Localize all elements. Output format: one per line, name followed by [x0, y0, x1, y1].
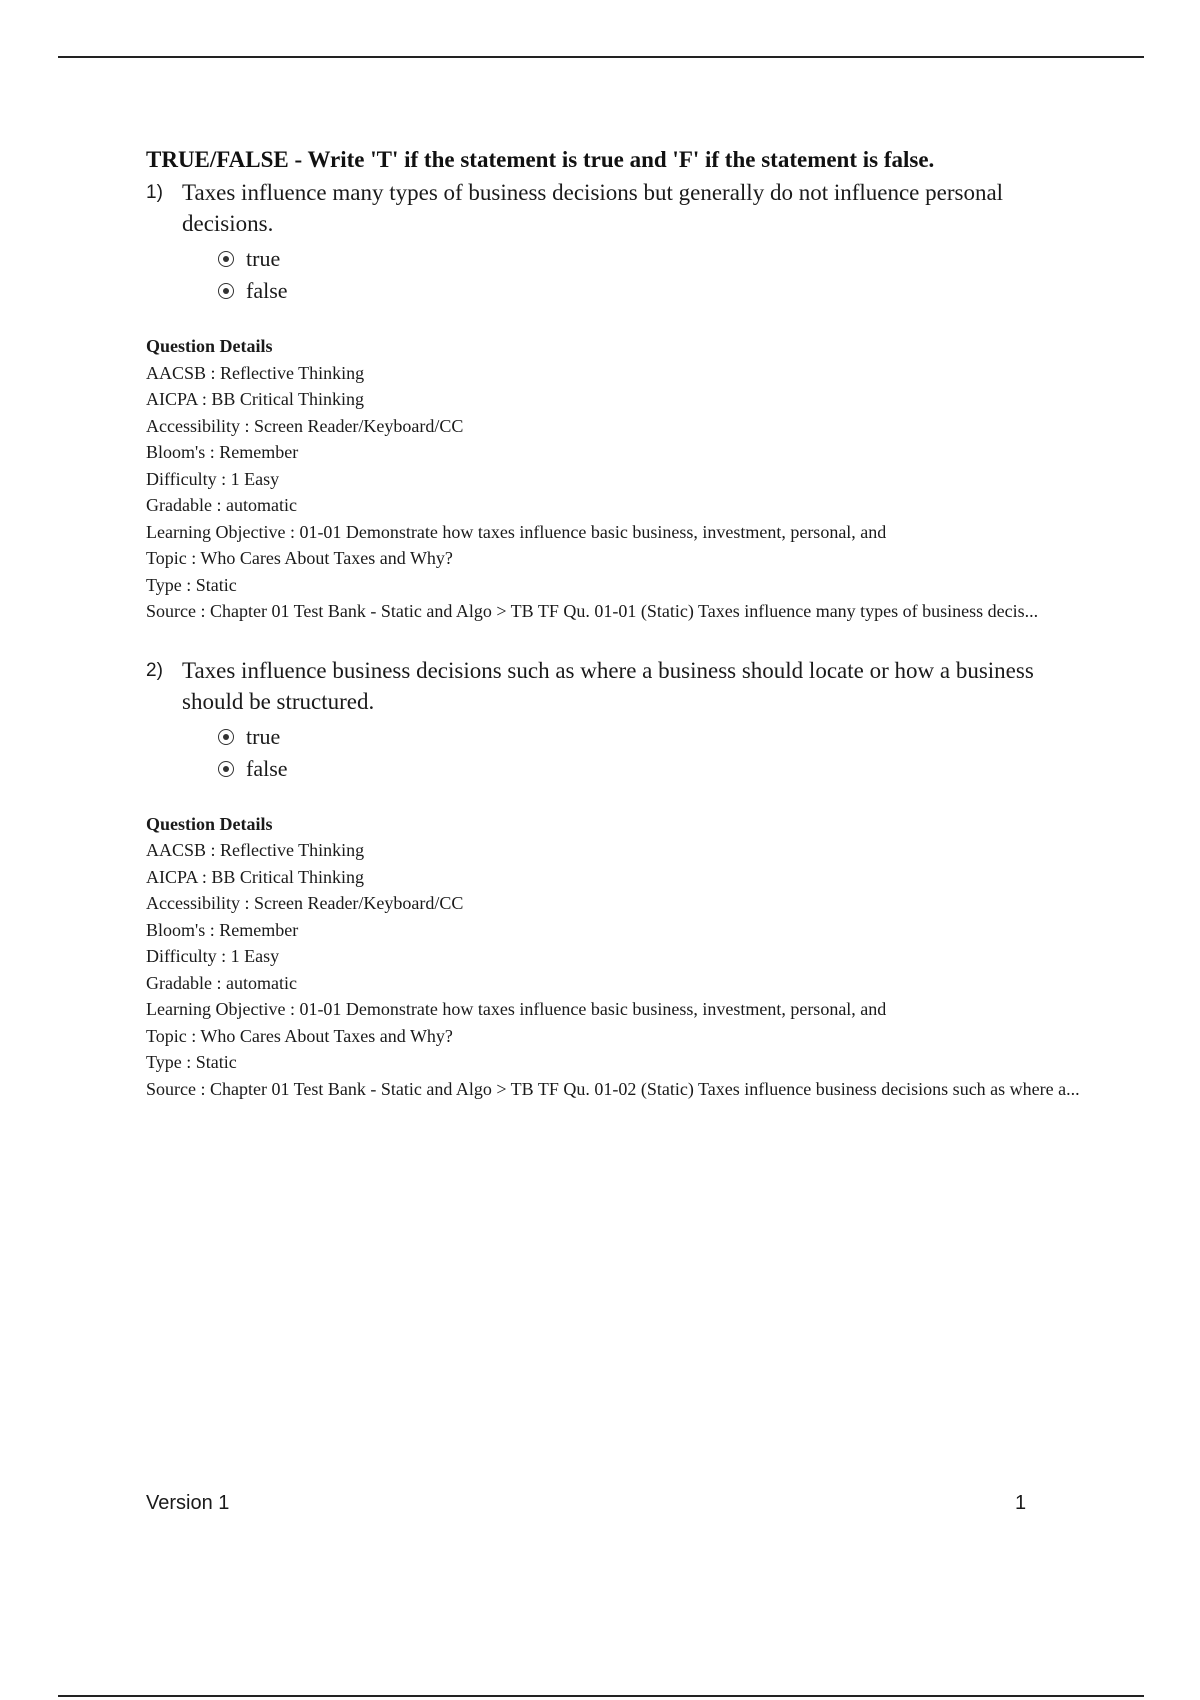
question-details: [146, 811, 1096, 1103]
option-label: true: [246, 723, 281, 749]
detail-accessibility: Accessibility : Screen Reader/Keyboard/CC: [146, 893, 464, 913]
section-instructions: TRUE/FALSE - Write 'T' if the statement is true and 'F' if the statement is false.: [146, 147, 935, 172]
option-false[interactable]: [218, 753, 1096, 785]
question-2: [146, 655, 1096, 1103]
radio-icon[interactable]: [218, 761, 234, 777]
bottom-rule: [58, 1695, 1144, 1697]
answer-options: [218, 721, 1096, 785]
question-text: Taxes influence many types of business decisions but generally do not influence personal decisions.: [182, 180, 1004, 236]
detail-aacsb: AACSB : Reflective Thinking: [146, 362, 365, 383]
detail-source: Source : Chapter 01 Test Bank - Static and Algo > TB TF Qu. 01-01 (Static) Taxes influence many types of business decis...: [146, 601, 1039, 621]
page-content: [146, 145, 1096, 1102]
answer-options: [218, 243, 1096, 307]
detail-type: Type : Static: [146, 574, 237, 595]
radio-icon[interactable]: [218, 251, 234, 267]
detail-accessibility: Accessibility : Screen Reader/Keyboard/CC: [146, 415, 464, 436]
option-label: true: [246, 246, 281, 271]
detail-blooms: Bloom's : Remember: [146, 919, 299, 940]
question-number: 2): [146, 659, 163, 681]
radio-icon[interactable]: [218, 729, 234, 745]
detail-difficulty: Difficulty : 1 Easy: [146, 946, 280, 966]
detail-learning-objective: Learning Objective : 01-01 Demonstrate how taxes influence basic business, investment, personal, and: [146, 999, 887, 1019]
question-1: [146, 177, 1096, 625]
detail-topic: Topic : Who Cares About Taxes and Why?: [146, 1025, 453, 1046]
detail-type: Type : Static: [146, 1052, 237, 1072]
footer-page-number: 1: [1015, 1492, 1027, 1514]
detail-source: Source : Chapter 01 Test Bank - Static and Algo > TB TF Qu. 01-02 (Static) Taxes influence business decisions such as where a...: [146, 1078, 1080, 1099]
detail-learning-objective: Learning Objective : 01-01 Demonstrate how taxes influence basic business, investment, personal, and: [146, 521, 887, 542]
option-true[interactable]: [218, 721, 1096, 753]
detail-aicpa: AICPA : BB Critical Thinking: [146, 866, 365, 887]
option-false[interactable]: [218, 275, 1096, 307]
option-true[interactable]: [218, 243, 1096, 275]
question-text: Taxes influence business decisions such as where a business should locate or how a business should be structured.: [182, 657, 1034, 714]
details-title: Question Details: [146, 336, 273, 356]
option-label: false: [246, 278, 288, 303]
detail-difficulty: Difficulty : 1 Easy: [146, 468, 280, 489]
question-number: 1): [146, 182, 163, 203]
radio-icon[interactable]: [218, 283, 234, 299]
footer-version: Version 1: [146, 1492, 230, 1514]
detail-aicpa: AICPA : BB Critical Thinking: [146, 389, 365, 409]
top-rule: [58, 56, 1144, 58]
detail-gradable: Gradable : automatic: [146, 972, 297, 993]
detail-gradable: Gradable : automatic: [146, 495, 297, 515]
detail-blooms: Bloom's : Remember: [146, 442, 299, 462]
details-title: Question Details: [146, 813, 273, 834]
detail-topic: Topic : Who Cares About Taxes and Why?: [146, 548, 453, 568]
question-details: [146, 333, 1096, 625]
detail-aacsb: AACSB : Reflective Thinking: [146, 840, 365, 860]
option-label: false: [246, 755, 288, 781]
